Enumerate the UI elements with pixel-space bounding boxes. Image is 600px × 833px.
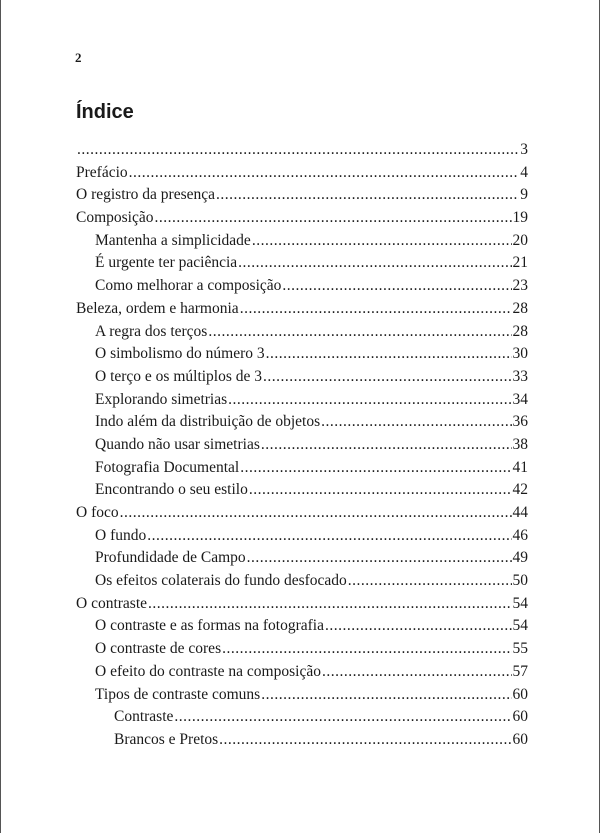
toc-entry[interactable]	[76, 321, 528, 344]
toc-entry-title: O simbolismo do número 3	[95, 345, 265, 363]
toc-entry[interactable]	[76, 729, 528, 752]
toc-entry[interactable]	[76, 525, 528, 548]
toc-entry-page: 4	[520, 163, 528, 181]
toc-entry-page: 49	[512, 549, 528, 567]
table-of-contents	[76, 139, 528, 752]
toc-entry-page: 23	[512, 277, 528, 295]
toc-entry[interactable]	[76, 434, 528, 457]
toc-entry[interactable]	[76, 411, 528, 434]
toc-entry-title: Como melhorar a composição	[95, 277, 282, 295]
toc-entry-page: 60	[512, 685, 528, 703]
toc-entry-title: O contraste e as formas na fotografia	[95, 617, 324, 635]
toc-entry[interactable]	[76, 366, 528, 389]
toc-dot-leader	[266, 343, 512, 366]
toc-dot-leader	[77, 139, 519, 162]
toc-entry[interactable]	[76, 593, 528, 616]
toc-entry-page: 34	[512, 390, 528, 408]
toc-entry-page: 21	[512, 254, 528, 272]
toc-entry-page: 9	[520, 186, 528, 204]
toc-entry-page: 28	[512, 322, 528, 340]
page-border-left	[0, 0, 1, 833]
toc-entry[interactable]	[76, 207, 528, 230]
toc-entry-page: 20	[512, 231, 528, 249]
toc-entry-page: 36	[512, 413, 528, 431]
toc-entry-page: 50	[512, 572, 528, 590]
toc-dot-leader	[282, 275, 511, 298]
toc-entry[interactable]	[76, 502, 528, 525]
toc-entry-page: 42	[512, 481, 528, 499]
toc-entry-title: Tipos de contraste comuns	[95, 685, 261, 703]
toc-entry-title: Brancos e Pretos	[114, 730, 219, 748]
toc-entry-page: 54	[512, 594, 528, 612]
toc-entry-title: É urgente ter paciência	[95, 254, 238, 272]
toc-entry[interactable]	[76, 389, 528, 412]
toc-entry-title: Composição	[76, 209, 154, 227]
toc-dot-leader	[261, 434, 512, 457]
toc-dot-leader	[216, 184, 519, 207]
toc-entry-title: Contraste	[114, 708, 174, 726]
toc-entry[interactable]	[76, 252, 528, 275]
toc-entry-title: Mantenha a simplicidade	[95, 231, 251, 249]
toc-dot-leader	[147, 525, 511, 548]
toc-dot-leader	[208, 321, 511, 344]
toc-dot-leader	[219, 729, 511, 752]
toc-entry-page: 60	[512, 730, 528, 748]
toc-entry[interactable]	[76, 343, 528, 366]
toc-entry[interactable]	[76, 706, 528, 729]
toc-dot-leader	[155, 207, 512, 230]
toc-dot-leader	[222, 638, 511, 661]
toc-dot-leader	[120, 502, 512, 525]
toc-entry-page: 38	[512, 435, 528, 453]
toc-entry-title: O terço e os múltiplos de 3	[95, 367, 263, 385]
toc-entry[interactable]	[76, 638, 528, 661]
toc-dot-leader	[240, 457, 511, 480]
page-number: 2	[75, 50, 82, 65]
toc-dot-leader	[263, 366, 511, 389]
toc-entry-page: 60	[512, 708, 528, 726]
toc-entry-title: Encontrando o seu estilo	[95, 481, 248, 499]
toc-entry[interactable]	[76, 139, 528, 162]
toc-dot-leader	[148, 593, 511, 616]
toc-dot-leader	[348, 570, 512, 593]
toc-dot-leader	[240, 298, 512, 321]
toc-entry[interactable]	[76, 570, 528, 593]
toc-entry[interactable]	[76, 275, 528, 298]
toc-entry-page: 54	[512, 617, 528, 635]
toc-entry-title: Fotografia Documental	[95, 458, 240, 476]
toc-dot-leader	[322, 661, 512, 684]
toc-entry-title: Indo além da distribuição de objetos	[95, 413, 321, 431]
toc-entry[interactable]	[76, 184, 528, 207]
toc-entry[interactable]	[76, 479, 528, 502]
toc-entry-page: 55	[512, 640, 528, 658]
toc-dot-leader	[238, 252, 511, 275]
toc-entry-title: O registro da presença	[76, 186, 216, 204]
toc-entry[interactable]	[76, 457, 528, 480]
toc-entry[interactable]	[76, 615, 528, 638]
toc-entry[interactable]	[76, 162, 528, 185]
toc-entry-title: A regra dos terços	[95, 322, 208, 340]
toc-entry-title: Prefácio	[76, 163, 128, 181]
toc-dot-leader	[247, 547, 512, 570]
toc-entry-page: 3	[520, 141, 528, 158]
toc-entry-title: Quando não usar simetrias	[95, 435, 260, 453]
toc-entry-page: 30	[512, 345, 528, 363]
toc-entry[interactable]	[76, 661, 528, 684]
toc-entry-title: Os efeitos colaterais do fundo desfocado	[95, 572, 347, 590]
toc-entry-page: 44	[512, 504, 528, 521]
toc-entry-title: Beleza, ordem e harmonia	[76, 299, 239, 317]
toc-dot-leader	[321, 411, 511, 434]
toc-entry[interactable]	[76, 298, 528, 321]
toc-entry-title: Profundidade de Campo	[95, 549, 246, 567]
toc-dot-leader	[129, 162, 520, 185]
toc-entry-page: 33	[512, 367, 528, 385]
page-title: Índice	[76, 101, 134, 123]
toc-dot-leader	[228, 389, 511, 412]
toc-dot-leader	[325, 615, 512, 638]
toc-entry[interactable]	[76, 547, 528, 570]
toc-entry-title: O fundo	[95, 526, 147, 544]
toc-entry[interactable]	[76, 230, 528, 253]
toc-entry-page: 46	[512, 526, 528, 544]
toc-entry-title: O foco	[76, 504, 119, 521]
toc-entry-page: 19	[512, 209, 528, 227]
toc-entry-page: 57	[512, 662, 528, 680]
toc-entry-title: O contraste de cores	[95, 640, 222, 658]
toc-dot-leader	[261, 684, 511, 707]
toc-entry-title: Explorando simetrias	[95, 390, 228, 408]
toc-dot-leader	[249, 479, 512, 502]
toc-entry[interactable]	[76, 684, 528, 707]
toc-dot-leader	[174, 706, 511, 729]
toc-entry-page: 41	[512, 458, 528, 476]
toc-entry-title: O contraste	[76, 594, 148, 612]
toc-dot-leader	[252, 230, 512, 253]
toc-entry-page: 28	[512, 299, 528, 317]
toc-entry-title: O efeito do contraste na composição	[95, 662, 321, 680]
